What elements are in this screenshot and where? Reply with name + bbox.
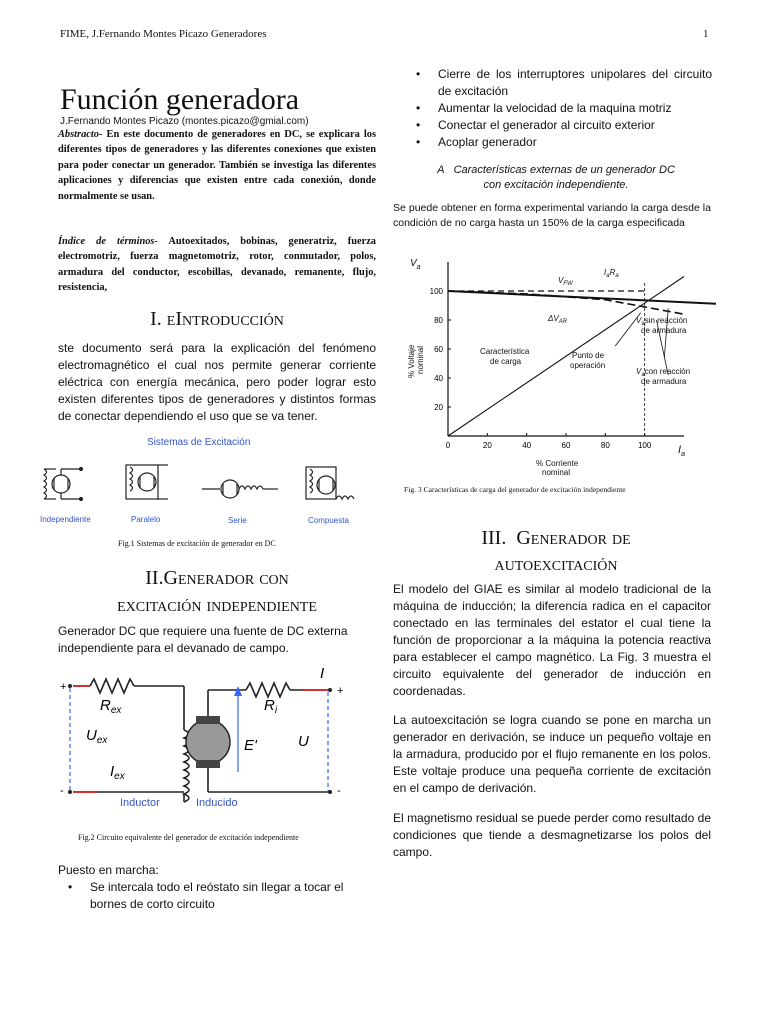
fig1-label-serie: Serie [228,516,247,525]
brush-top [196,716,220,724]
startup-heading: Puesto en marcha: [58,863,159,877]
fig1-compuesta-symbol [306,467,354,499]
chart-load-label-2: de carga [490,357,522,366]
section-3-title-line1: Generador de [516,527,631,549]
fig2-minus-right: - [337,785,341,797]
chart-x-symbol: $I_a$ [678,444,685,458]
chart-xlabel-2: nominal [542,468,571,477]
chart-ylabel: % Voltaje [407,344,416,378]
startup-item-4: • Conectar el generador al circuito exterior [406,117,712,134]
section-1-number: I. [150,308,162,330]
x-tick-label: 40 [522,441,532,450]
startup-item-2: • Cierre de los interruptores unipolares del circuito de excitación [406,66,712,100]
subsection-a-title-line2: con excitación independiente. [483,179,629,191]
startup-item-1: • Se intercala todo el reóstato sin llegar a tocar el bornes de corto circuito [58,879,376,913]
fig2-inductor-label: Inductor [120,797,160,809]
fig3-caption: Fig. 3 Características de carga del generador de excitación independiente [404,485,626,494]
fig1-independiente-symbol [44,468,83,501]
section-1-text: ste documento será para la explicación del fenómeno electromagnético el cual nos permite generar corriente eléctrica con energía mecánica, pero poder lograr esto existen diferentes tipos de generadores y distintos formas de conectar dependiendo el uso que se va tener. [58,341,376,423]
fig2-caption: Fig.2 Circuito equivalente del generador de excitación independiente [78,833,299,842]
rex-resistor [90,679,134,693]
armature-symbol [186,720,230,764]
fig2-plus-left: + [60,681,67,693]
section-3-number: III. [481,527,507,549]
x-tick-label: 0 [445,441,451,450]
fig1-paralelo-symbol [126,465,168,499]
page-title: Función generadora [60,83,300,116]
subsection-a-title-line1: Características externas de un generador DC [453,164,675,176]
fig2-circuit [58,660,358,810]
page-number: 1 [703,28,709,40]
y-tick-label: 80 [434,316,443,325]
fig1-serie-symbol [202,480,278,498]
chart-con-label-2: de armadura [641,377,687,386]
subsection-a-heading [396,163,716,193]
fig2-u: U [298,733,309,750]
fig2-i: I [320,665,325,682]
startup-list-left [58,879,376,913]
chart-con-label: $V_acon$ reacción [636,367,691,378]
chart-sin-label: $V_a\sin$ reacción [636,316,688,327]
fig1-label-compuesta: Compuesta [308,516,349,525]
chart-vfull-label: $V_{FW}$ [558,276,573,287]
startup-item-3: • Aumentar la velocidad de la maquina motriz [406,100,712,117]
x-tick-label: 100 [637,441,652,450]
fig2-e: E' [244,737,257,754]
section-2-title-line1: Generador con [163,567,289,589]
abstract-text: En este documento de generadores en DC, se explicara los diferentes tipos de generadores y las diferentes conexiones que existen para poder conectar un generador. También se investiga las diferentes aplicaciones y diferencias que existen entre cada conexión, donde normalmente se usan. [58,129,376,202]
fig1-excitation-diagram [34,455,374,527]
x-tick-label: 60 [561,441,571,450]
subsection-a-letter: A [437,164,445,176]
chart-load-label: Característica [480,347,530,356]
abstract [58,127,376,204]
section-1-heading [58,308,376,331]
fig2-inducido-label: Inducido [196,797,238,809]
fig2-plus-right: + [337,685,344,697]
section-2-text: Generador DC que requiere una fuente de DC externa independiente para el devanado de campo. [58,624,348,655]
chart-xlabel: % Corriente [536,459,579,468]
chart-dvar-label: $\Delta V_{AR}$ [548,314,568,325]
chart-op-label: Punto de [572,351,605,360]
fig1-label-paralelo: Paralelo [131,515,161,524]
startup-item-5: • Acoplar generador [406,134,712,151]
chart-y-symbol: $V_a$ [410,258,421,271]
ri-resistor [246,683,290,697]
y-tick-label: 100 [429,287,443,296]
fig2-ri: $R_i$ [264,697,278,716]
brush-bottom [196,760,220,768]
fig1-caption: Fig.1 Sistemas de excitación de generador en DC [118,539,276,548]
section-2-number: II. [145,567,164,589]
fig2-rex: $R_{ex}$ [100,697,122,716]
fig1-heading: Sistemas de Excitación [147,437,251,448]
section-3-paragraph-2: La autoexcitación se logra cuando se pone en marcha un generador en derivación, se induce un pequeño voltaje en la armadura, producido por el flujo remanente en los polos. Este voltaje produce una pequeña corriente de excitación en el campo de derivación. [393,713,711,795]
section-3-heading-line1 [396,527,716,550]
index-terms-text: Autoexitados, bobinas, generatriz, fuerza electromotriz, fuerza magnetomotriz, rotor, conmutador, polos, armadura del conductor, escobillas, devanado, remanente, flujo, resistencia, [58,236,377,294]
series-line-2 [448,291,684,314]
running-header: FIME, J.Fernando Montes Picazo Generadores [60,28,267,40]
startup-list-right [406,66,712,151]
section-1-dropcap: E [166,314,176,329]
section-3-paragraph-3: El magnetismo residual se puede perder como resultado de condiciones que tiende a desmagnetizarse los polos del campo. [393,811,711,859]
subsection-a-text: Se puede obtener en forma experimental variando la carga desde la condición de no carga hasta un 150% de la carga especificada [393,202,711,229]
section-3-paragraph-1: El modelo del GIAE es similar al modelo tradicional de la máquina de inducción; la diferencia radica en el capacitor conectado en las terminales del estator el cual tiene la función de proporcionar a la máquina la potencia reactiva para establecer el campo magnético. La Fig. 3 muestra el circuito equivalente del generador de inducción en coordenadas. [393,582,711,698]
y-tick-label: 60 [434,345,443,354]
x-tick-label: 80 [600,441,610,450]
y-tick-label: 20 [434,403,443,412]
fig2-iex: $I_{ex}$ [110,763,125,782]
index-terms-label: Índice de términos- [58,236,158,247]
chart-iara-label: $I_aR_a$ [604,268,619,279]
chart-sin-label-2: de armadura [641,326,687,335]
chart-ylabel-2: nominal [416,345,425,374]
section-3-heading-line2: autoexcitación [494,553,618,575]
fig2-minus-left: - [60,785,64,797]
section-2-heading-line2: excitación independiente [117,594,317,616]
fig3-chart [396,250,716,480]
fig2-uex: $U_{ex}$ [86,727,108,746]
y-tick-label: 40 [434,374,443,383]
section-1-title: Introducción [175,308,284,330]
index-terms [58,234,376,296]
x-tick-label: 20 [482,441,492,450]
fig1-label-independiente: Independiente [40,515,91,524]
section-2-heading-line1 [58,567,376,590]
abstract-label: Abstracto- [58,129,103,140]
chart-op-label-2: operación [570,361,606,370]
author-line: J.Fernando Montes Picazo (montes.picazo@gmial.com) [60,116,309,127]
chart-axes [430,262,684,450]
